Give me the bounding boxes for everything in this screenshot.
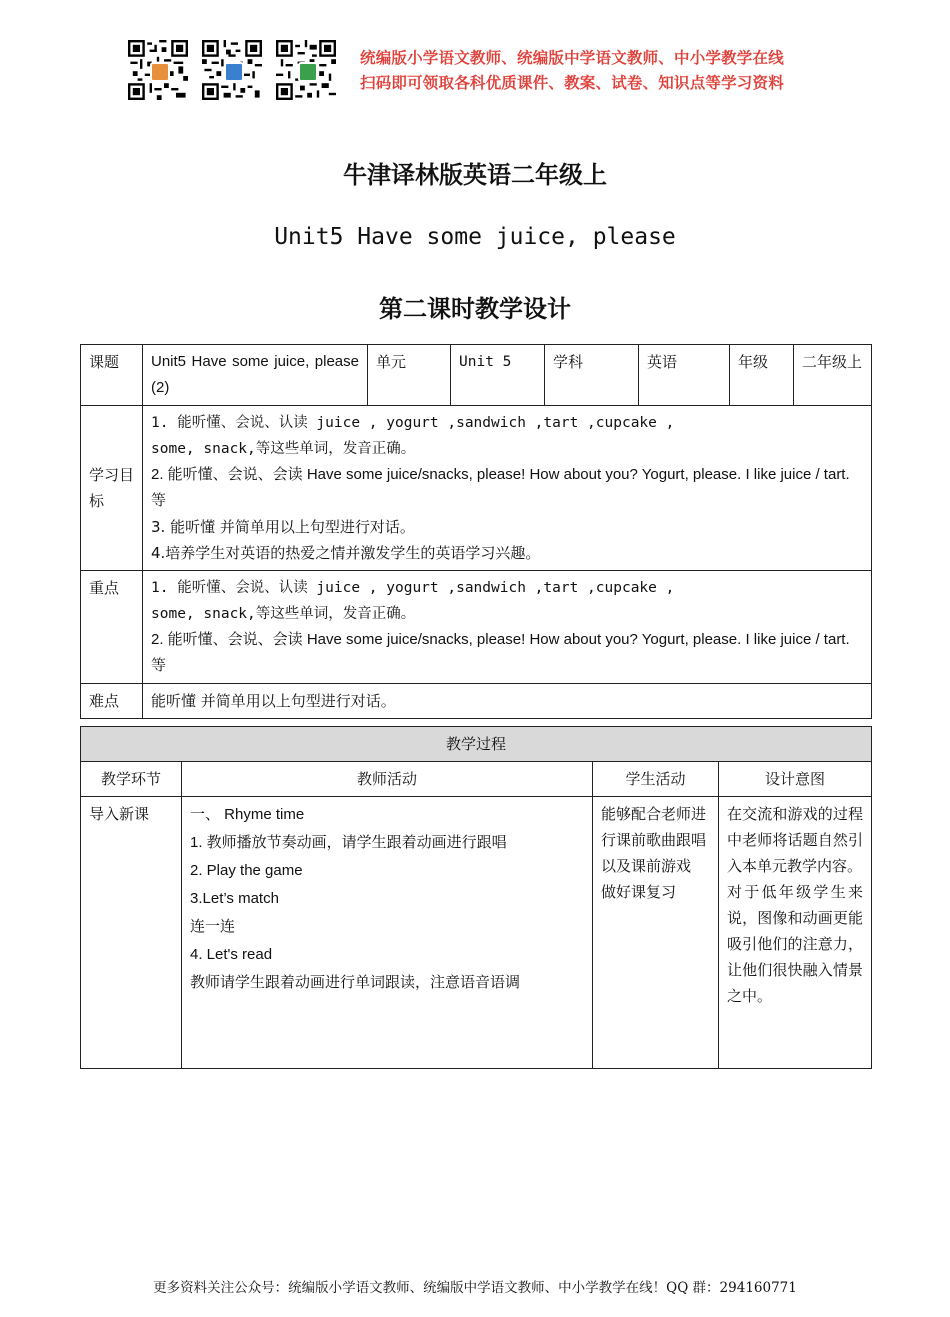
intent-item: 在交流和游戏的过程中老师将话题自然引入本单元教学内容。 <box>727 805 864 875</box>
objectives-cell <box>143 406 872 571</box>
teacher-item: 3.Let’s match <box>190 890 279 907</box>
column-header: 教师活动 <box>182 762 593 797</box>
stage-cell: 导入新课 <box>81 797 182 1069</box>
lesson-title: 第二课时教学设计 <box>379 295 571 323</box>
topic-label: 课题 <box>81 345 143 406</box>
objectives-label: 学习目标 <box>81 406 143 571</box>
key-points-cell <box>143 571 872 684</box>
qr-code-icon <box>128 40 188 100</box>
badge-icon <box>150 62 170 82</box>
table-row <box>81 727 872 762</box>
topic-value: Unit5 Have some juice, please (2) <box>143 345 368 406</box>
teacher-activity-cell <box>182 797 593 1069</box>
column-header: 学生活动 <box>593 762 719 797</box>
table-row <box>81 684 872 719</box>
table-row <box>81 345 872 406</box>
difficulty-value: 能听懂 并简单用以上句型进行对话。 <box>143 684 872 719</box>
subject-label: 学科 <box>545 345 639 406</box>
qr-code-icon <box>202 40 262 100</box>
design-intent-cell <box>719 797 872 1069</box>
table-row <box>81 762 872 797</box>
table-row <box>81 797 872 1069</box>
grade-value: 二年级上 <box>794 345 872 406</box>
column-header: 设计意图 <box>719 762 872 797</box>
table-row <box>81 571 872 684</box>
objective-item: some, snack,等这些单词，发音正确。 <box>151 441 416 457</box>
student-activity-cell <box>593 797 719 1069</box>
badge-icon <box>298 62 318 82</box>
subject-value: 英语 <box>639 345 730 406</box>
teacher-item: 教师请学生跟着动画进行单词跟读，注意语音语调 <box>190 974 521 991</box>
intent-item: 对于低年级学生来说，图像和动画更能吸引他们的注意力， 让他们很快融入情景之中。 <box>727 883 864 1005</box>
objective-item: 1. 能听懂、会说、认读 juice , yogurt ,sandwich ,tart ,cupcake , <box>151 415 675 431</box>
teacher-item: 1. 教师播放节奏动画，请学生跟着动画进行跟唱 <box>190 834 507 851</box>
student-item: 做好课复习 <box>601 883 677 901</box>
teaching-process-table <box>80 726 872 1069</box>
badge-icon <box>224 62 244 82</box>
unit-title: Unit5 Have some juice, please <box>274 224 676 250</box>
teacher-item: 4. Let's read <box>190 946 273 963</box>
promo-banner <box>360 46 784 96</box>
key-points-label: 重点 <box>81 571 143 684</box>
qr-code-group <box>128 40 336 100</box>
grade-label: 年级 <box>730 345 794 406</box>
objective-item: 4.培养学生对英语的热爱之情并激发学生的英语学习兴趣。 <box>151 544 541 562</box>
banner-line-1: 统编版小学语文教师、统编版中学语文教师、中小学教学在线 <box>360 49 784 67</box>
page-footer: 更多资料关注公众号：统编版小学语文教师、统编版中学语文教师、中小学教学在线！QQ 群：294160771 <box>153 1280 797 1296</box>
student-item: 能够配合老师进行课前歌曲跟唱以及课前游戏 <box>601 805 707 875</box>
process-title: 教学过程 <box>81 727 872 762</box>
lesson-info-table <box>80 344 872 719</box>
teacher-item: 2. Play the game <box>190 862 303 879</box>
document-title: 牛津译林版英语二年级上 <box>343 161 607 189</box>
teacher-item: 一、 Rhyme time <box>190 806 305 823</box>
unit-label: 单元 <box>368 345 451 406</box>
column-header: 教学环节 <box>81 762 182 797</box>
qr-code-icon <box>276 40 336 100</box>
unit-value: Unit 5 <box>451 345 545 406</box>
key-point-item: 1. 能听懂、会说、认读 juice , yogurt ,sandwich ,tart ,cupcake , <box>151 580 675 596</box>
objective-item: 3. 能听懂 并简单用以上句型进行对话。 <box>151 518 415 536</box>
table-row <box>81 406 872 571</box>
key-point-item: some, snack,等这些单词，发音正确。 <box>151 606 416 622</box>
objective-item: 2. 能听懂、会说、会读 Have some juice/snacks, please! How about you? Yogurt, please. I like juice / tart. 等 <box>151 466 850 509</box>
key-point-item: 2. 能听懂、会说、会读 Have some juice/snacks, please! How about you? Yogurt, please. I like juice / tart. 等 <box>151 631 850 674</box>
difficulty-label: 难点 <box>81 684 143 719</box>
banner-line-2: 扫码即可领取各科优质课件、教案、试卷、知识点等学习资料 <box>360 74 784 92</box>
teacher-item: 连一连 <box>190 918 236 935</box>
